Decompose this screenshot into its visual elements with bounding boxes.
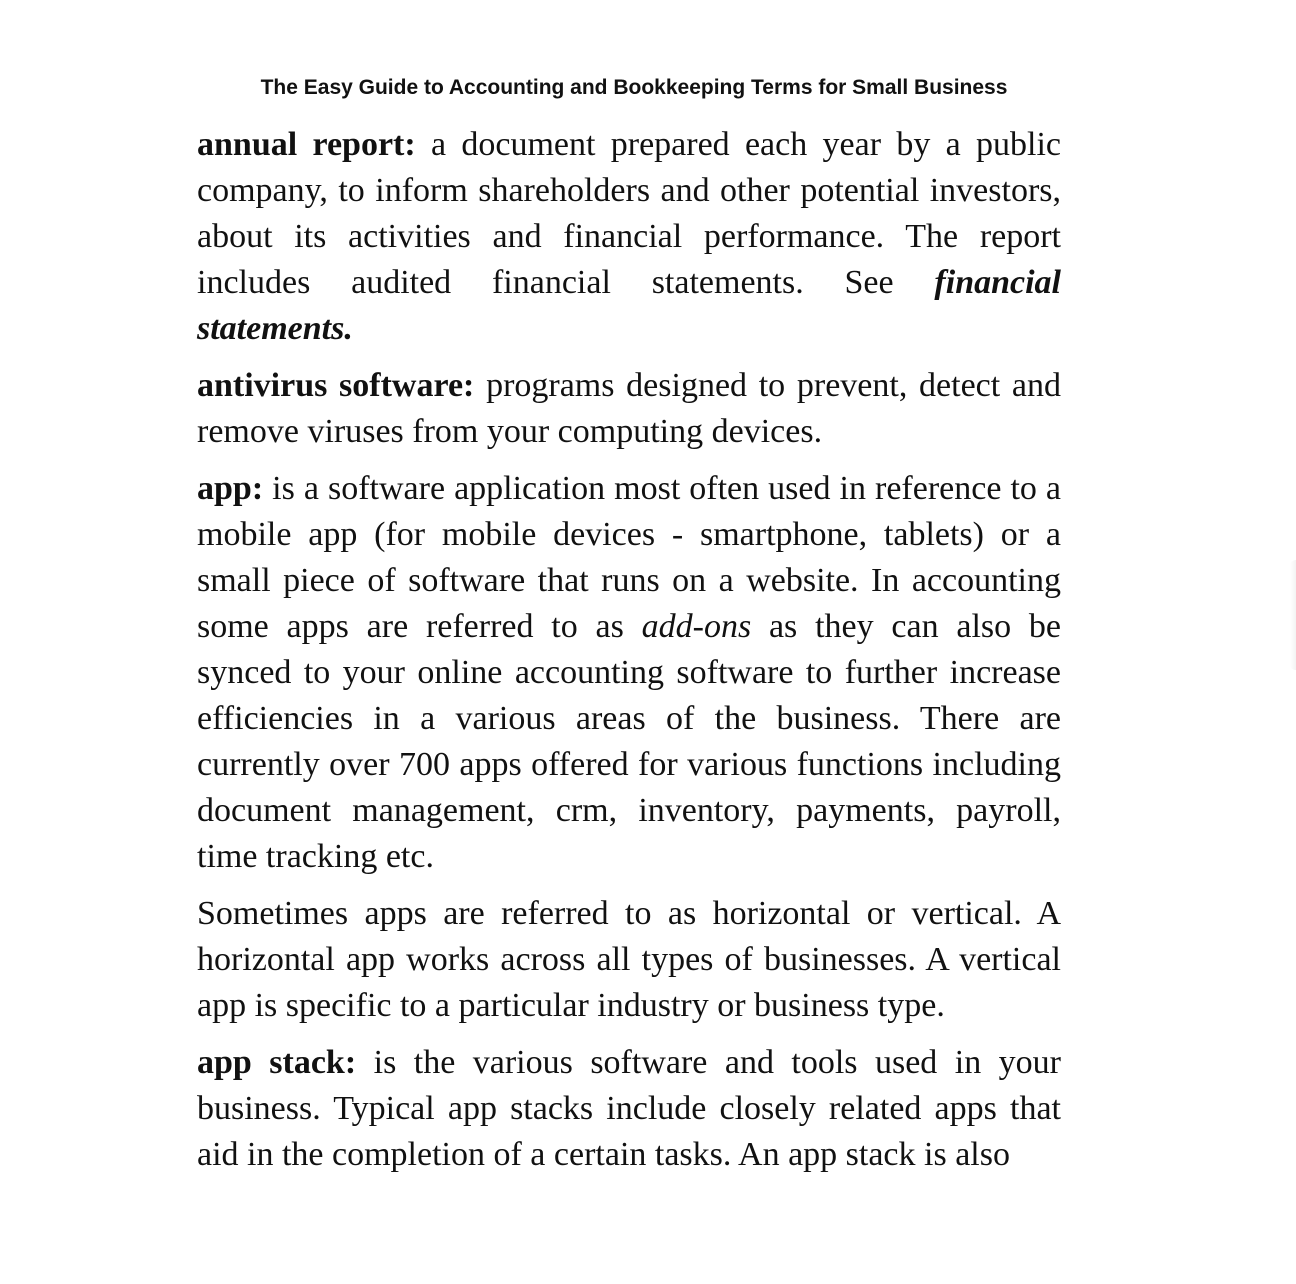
page-edge-shadow bbox=[1290, 560, 1296, 670]
entry-term: app stack: bbox=[197, 1044, 357, 1081]
page-body bbox=[197, 122, 1061, 1189]
emphasized-term: add-ons bbox=[641, 608, 752, 645]
entry-term: annual report: bbox=[197, 126, 416, 163]
entry-definition: a document prepared each year by a public company, to inform shareholders and other potential investors, about its activities and financial performance. The report includes audited financial statements. See bbox=[197, 126, 1061, 301]
entry-definition: is a software application most often used in reference to a mobile app (for mobile devices - smartphone, tablets) or a small piece of software that runs on a website. In accounting some apps are referred to as bbox=[197, 470, 1061, 645]
glossary-entry-app-stack bbox=[197, 1040, 1061, 1178]
see-also-link[interactable]: financial statements. bbox=[197, 264, 1061, 347]
glossary-entry-antivirus-software bbox=[197, 363, 1061, 455]
entry-definition: is the various software and tools used in your business. Typical app stacks include closely related apps that aid in the completion of a certain tasks. An app stack is also bbox=[197, 1044, 1062, 1173]
running-header: The Easy Guide to Accounting and Bookkeeping Terms for Small Business bbox=[260, 76, 1008, 99]
entry-definition-continued: as they can also be synced to your online accounting software to further increase efficiencies in a various areas of the business. There are currently over 700 apps offered for various functions including document management, crm, inventory, payments, payroll, time tracking etc. bbox=[197, 608, 1061, 875]
entry-definition: programs designed to prevent, detect and remove viruses from your computing devices. bbox=[197, 367, 1061, 450]
entry-term: antivirus software: bbox=[197, 367, 475, 404]
glossary-entry-annual-report bbox=[197, 122, 1061, 352]
glossary-paragraph-app-types: Sometimes apps are referred to as horizontal or vertical. A horizontal app works across all types of businesses. A vertical app is specific to a particular industry or business type. bbox=[197, 895, 1061, 1024]
entry-term: app: bbox=[197, 470, 264, 507]
glossary-entry-app bbox=[197, 466, 1061, 880]
